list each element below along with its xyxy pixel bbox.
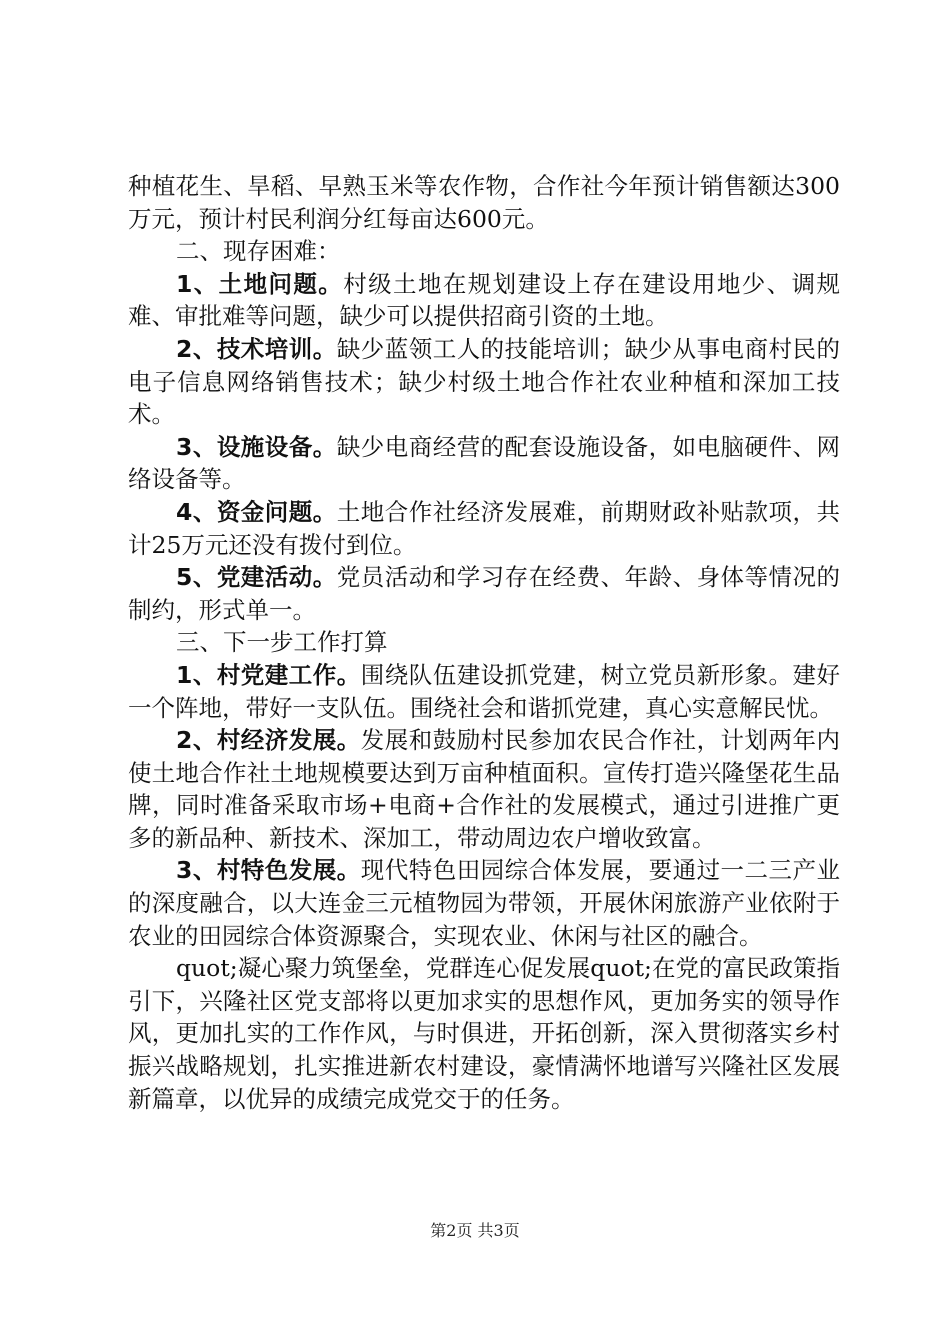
paragraph-conclusion — [128, 952, 840, 1115]
paragraph-text: 缺少电商经营的配套设施设备，如电脑硬件、网络设备等。 — [128, 432, 840, 494]
paragraph-funding — [128, 496, 840, 561]
body-text — [128, 170, 840, 1115]
paragraph-training — [128, 333, 840, 431]
paragraph-text: 现代特色田园综合体发展，要通过一二三产业的深度融合，以大连金三元植物园为带领，开展休闲旅游产业依附于农业的田园综合体资源聚合，实现农业、休闲与社区的融合。 — [128, 856, 840, 950]
paragraph-continuation — [128, 170, 840, 235]
paragraph-lead: 2、技术培训。 — [176, 334, 337, 363]
paragraph-party-building — [128, 659, 840, 724]
paragraph-text: 种植花生、旱稻、早熟玉米等农作物，合作社今年预计销售额达300万元，预计村民利润分红每亩达600元。 — [128, 172, 840, 233]
paragraph-lead: 2、村经济发展。 — [176, 726, 361, 755]
section-heading-next-steps — [128, 626, 840, 659]
paragraph-text: 缺少蓝领工人的技能培训；缺少从事电商村民的电子信息网络销售技术；缺少村级土地合作社农业种植和深加工技术。 — [128, 334, 840, 429]
paragraph-lead: 4、资金问题。 — [176, 497, 337, 526]
page-number: 第2页 共3页 — [430, 1221, 520, 1240]
heading-text: 三、下一步工作打算 — [176, 628, 388, 657]
paragraph-land-issue — [128, 268, 840, 333]
paragraph-lead: 1、土地问题。 — [176, 269, 344, 298]
paragraph-text: quot;凝心聚力筑堡垒，党群连心促发展quot;在党的富民政策指引下，兴隆社区党支部将以更加求实的思想作风，更加务实的领导作风，更加扎实的工作作风，与时俱进，开拓创新，深入贯彻落实乡村振兴战略规划，扎实推进新农村建设，豪情满怀地谱写兴隆社区发展新篇章，以优异的成绩完成党交于的任务。 — [128, 954, 840, 1113]
paragraph-lead: 5、党建活动。 — [176, 563, 337, 592]
paragraph-party-activities — [128, 561, 840, 626]
paragraph-featured-development — [128, 854, 840, 952]
paragraph-lead: 1、村党建工作。 — [176, 660, 361, 689]
paragraph-text: 围绕队伍建设抓党建，树立党员新形象。建好一个阵地，带好一支队伍。围绕社会和谐抓党建，真心实意解民忧。 — [128, 660, 840, 722]
paragraph-text: 村级土地在规划建设上存在建设用地少、调规难、审批难等问题，缺少可以提供招商引资的土地。 — [128, 269, 840, 331]
paragraph-facilities — [128, 431, 840, 496]
heading-text: 二、现存困难： — [176, 237, 341, 266]
paragraph-text: 土地合作社经济发展难，前期财政补贴款项，共计25万元还没有拨付到位。 — [128, 497, 840, 559]
section-heading-difficulties — [128, 235, 840, 268]
paragraph-text: 党员活动和学习存在经费、年龄、身体等情况的制约，形式单一。 — [128, 563, 840, 624]
paragraph-lead: 3、设施设备。 — [176, 432, 337, 461]
page-footer — [0, 1218, 950, 1241]
paragraph-economic-development — [128, 724, 840, 854]
paragraph-lead: 3、村特色发展。 — [176, 856, 361, 885]
paragraph-text: 发展和鼓励村民参加农民合作社，计划两年内使土地合作社土地规模要达到万亩种植面积。宣传打造兴隆堡花生品牌，同时准备采取市场+电商+合作社的发展模式，通过引进推广更多的新品种、新技术、深加工，带动周边农户增收致富。 — [128, 726, 840, 852]
